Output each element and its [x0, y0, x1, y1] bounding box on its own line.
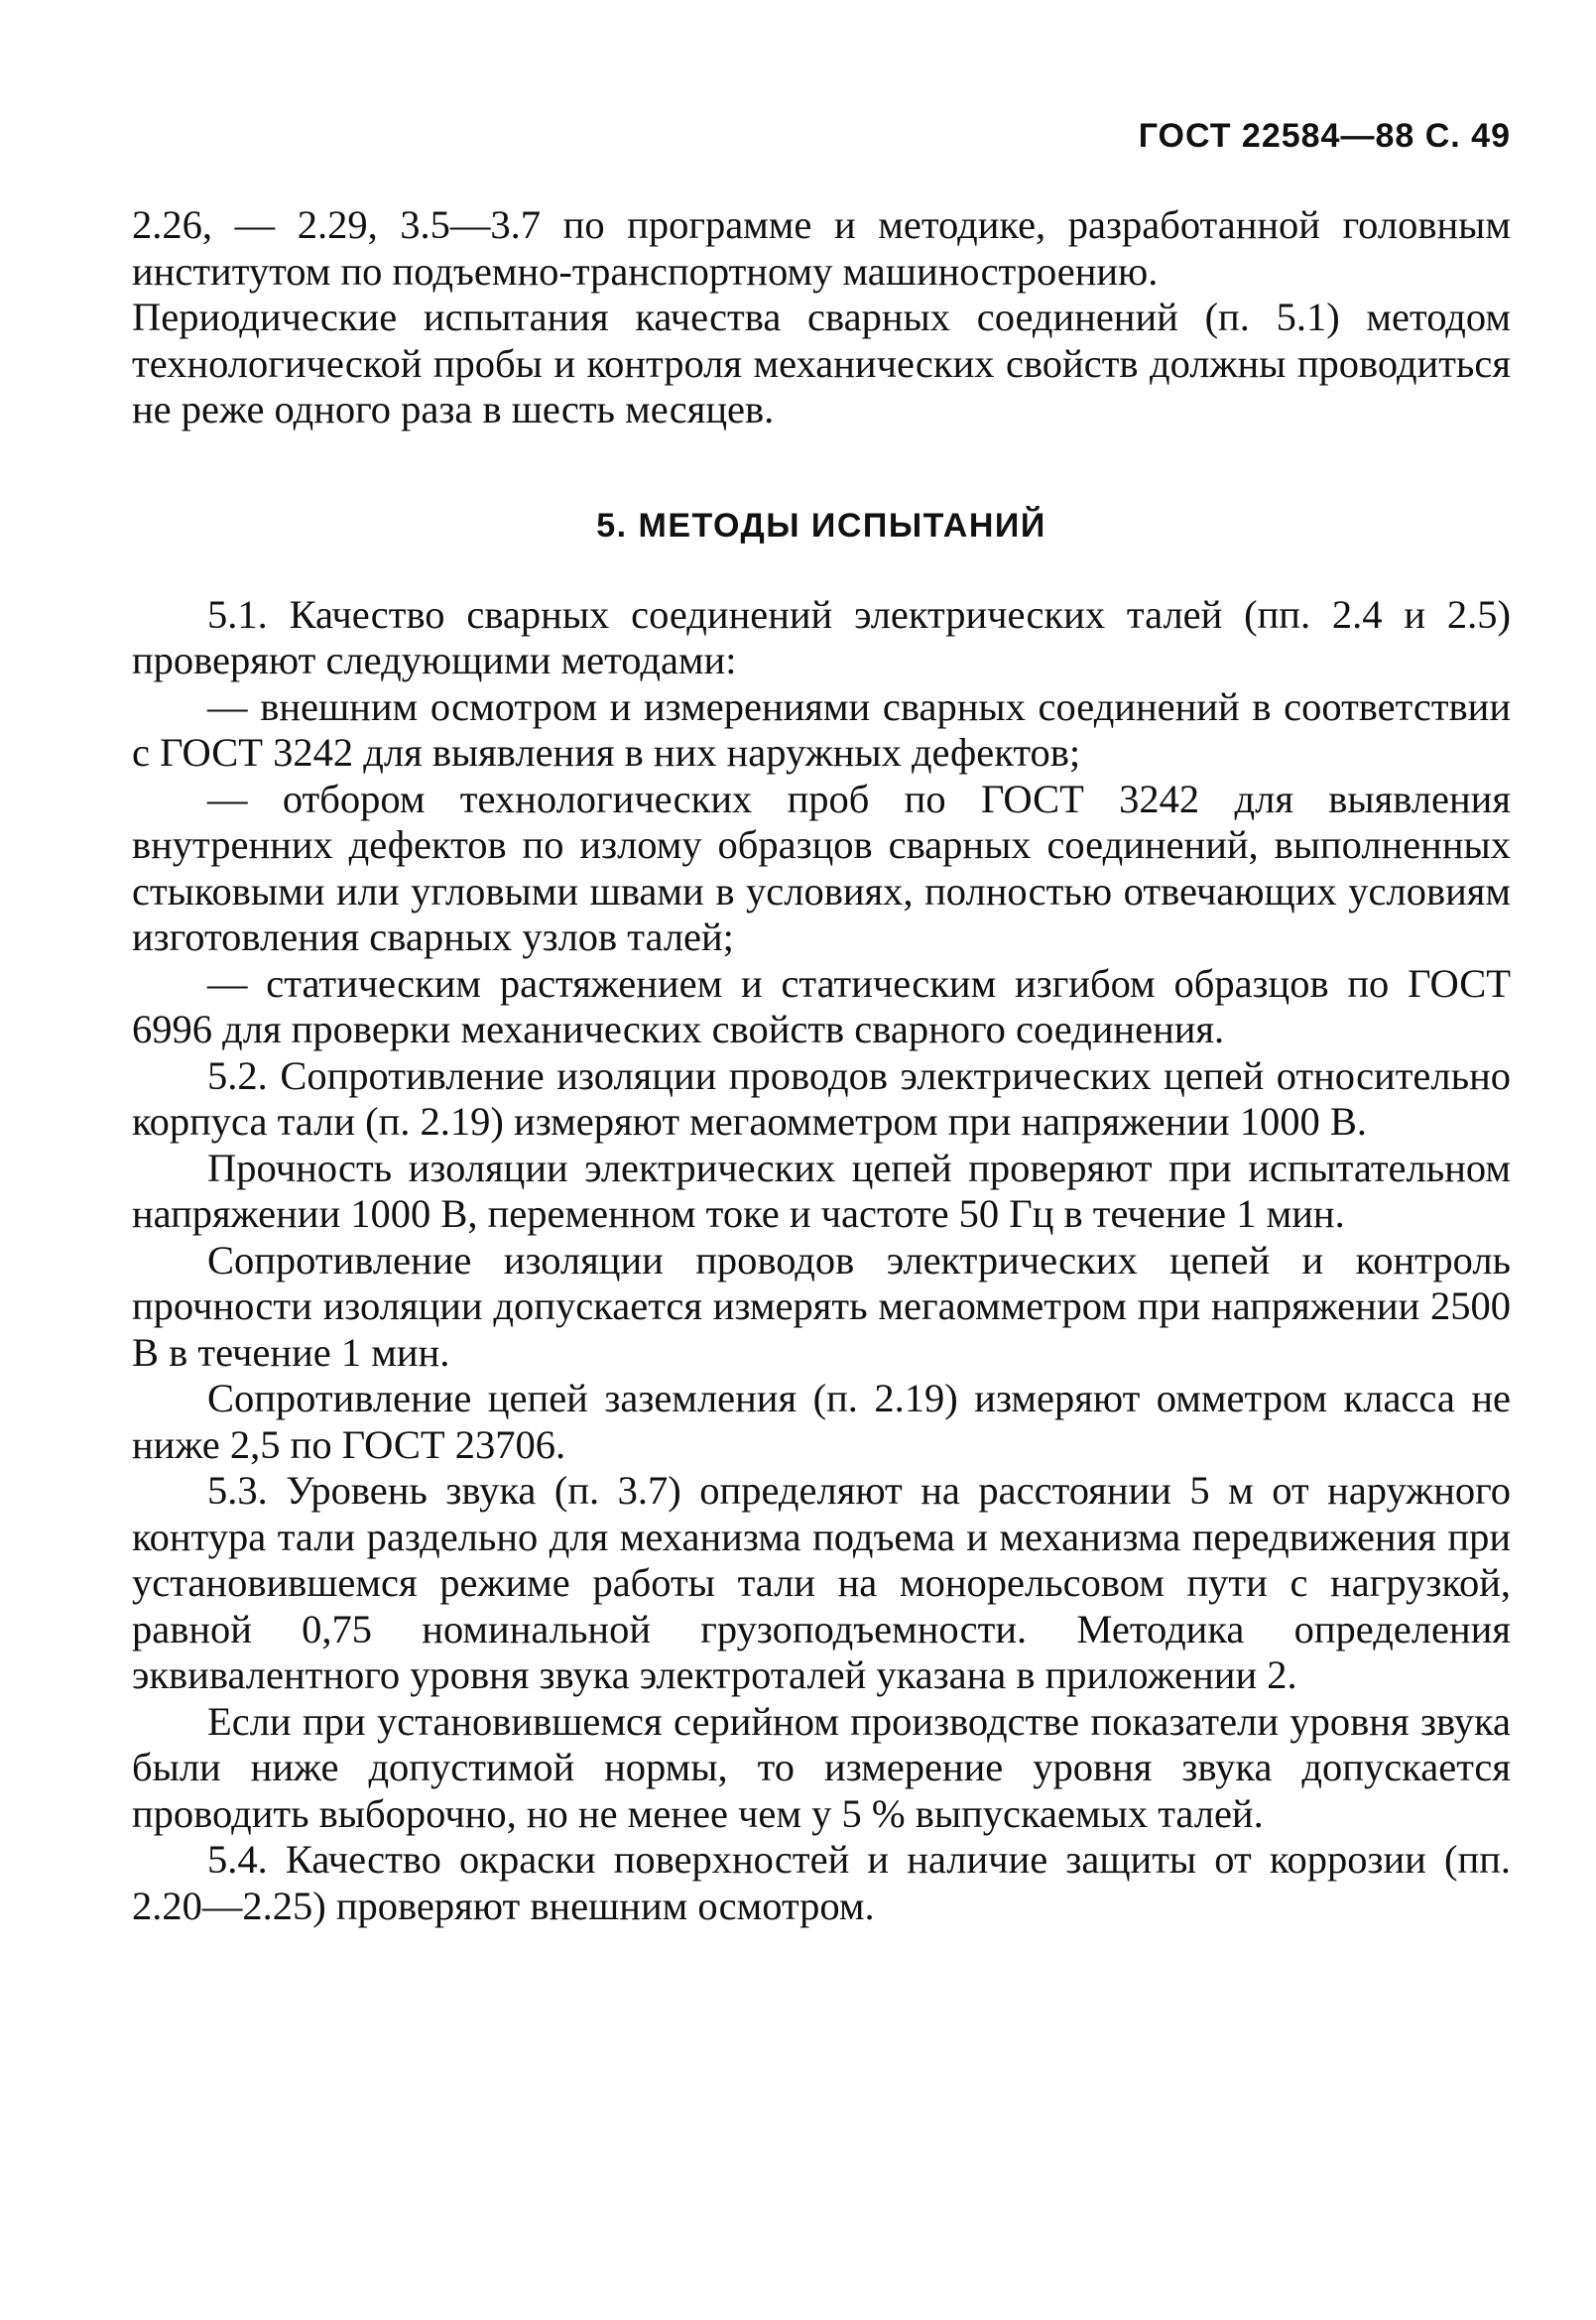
- paragraph-5-1: 5.1. Качество сварных соединений электрических талей (пп. 2.4 и 2.5) проверяют следующими методами:: [132, 591, 1511, 682]
- paragraph-5-4: 5.4. Качество окраски поверхностей и наличие защиты от коррозии (пп. 2.20—2.25) проверяют внешним осмотром.: [132, 1837, 1511, 1928]
- section-title: 5. МЕТОДЫ ИСПЫТАНИЙ: [596, 506, 1046, 545]
- list-item-visual-inspection: — внешним осмотром и измерениями сварных соединений в соответствии с ГОСТ 3242 для выявления в них наружных дефектов;: [132, 683, 1511, 775]
- document-page: [132, 0, 1511, 2320]
- paragraph-5-2: 5.2. Сопротивление изоляции проводов электрических цепей относительно корпуса тали (п. 2.19) измеряют мегаомметром при напряжении 1000 В.: [132, 1052, 1511, 1144]
- paragraph-continuation: 2.26, — 2.29, 3.5—3.7 по программе и методике, разработанной головным институтом по подъемно-транспортному машиностроению.: [132, 202, 1511, 294]
- running-head: ГОСТ 22584—88 С. 49: [1138, 117, 1511, 155]
- paragraph-grounding-resistance: Сопротивление цепей заземления (п. 2.19) измеряют омметром класса не ниже 2,5 по ГОСТ 23706.: [132, 1376, 1511, 1467]
- paragraph-insulation-resistance: Сопротивление изоляции проводов электрических цепей и контроль прочности изоляции допускается измерять мегаомметром при напряжении 2500 В в течение 1 мин.: [132, 1237, 1511, 1375]
- paragraph-periodic-tests: Периодические испытания качества сварных соединений (п. 5.1) методом технологической пробы и контроля механических свойств должны проводиться не реже одного раза в шесть месяцев.: [132, 295, 1511, 431]
- paragraph-5-3: 5.3. Уровень звука (п. 3.7) определяют на расстоянии 5 м от наружного контура тали раздельно для механизма подъема и механизма передвижения при установившемся режиме работы тали на монорельсовом пути с нагрузкой, равной 0,75 номинальной грузоподъемности. Методика определения эквивалентного уровня звука электроталей указана в приложении 2.: [132, 1468, 1511, 1697]
- list-item-technological-samples: — отбором технологических проб по ГОСТ 3242 для выявления внутренних дефектов по излому образцов сварных соединений, выполненных стыковыми или угловыми швами в условиях, полностью отвечающих условиям изготовления сварных узлов талей;: [132, 776, 1511, 959]
- paragraph-insulation-strength: Прочность изоляции электрических цепей проверяют при испытательном напряжении 1000 В, переменном токе и частоте 50 Гц в течение 1 мин.: [132, 1145, 1511, 1236]
- list-item-static-tests: — статическим растяжением и статическим изгибом образцов по ГОСТ 6996 для проверки механических свойств сварного соединения.: [132, 960, 1511, 1051]
- paragraph-sound-level-sampling: Если при установившемся серийном производстве показатели уровня звука были ниже допустимой нормы, то измерение уровня звука допускается проводить выборочно, но не менее чем у 5 % выпускаемых талей.: [132, 1698, 1511, 1836]
- document-body: [132, 202, 1511, 1929]
